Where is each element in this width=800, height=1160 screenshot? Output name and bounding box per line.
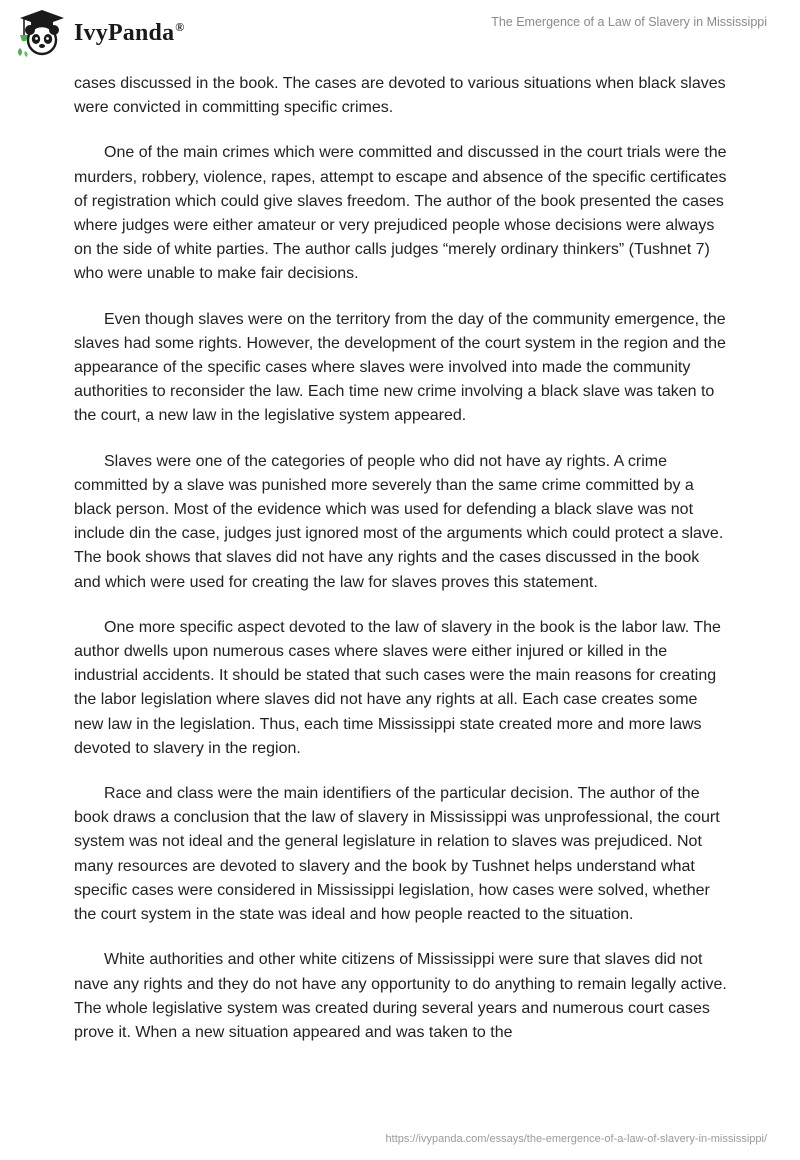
page-header — [0, 0, 800, 64]
paragraph: One more specific aspect devoted to the law of slavery in the book is the labor law. The author dwells upon numerous cases where slaves were either injured or killed in the industrial accidents. It should be stated that such cases were the main reasons for creating the labor legislation where slaves did not have any rights at all. Each case creates some new law in the legislation. Thus, each time Mississippi state created more and more laws devoted to slavery in the region. — [74, 618, 721, 757]
registered-mark: ® — [175, 19, 185, 34]
panda-graduate-icon — [14, 8, 70, 58]
source-url[interactable]: https://ivypanda.com/essays/the-emergence-of-a-law-of-slavery-in-mississippi/ — [385, 1133, 767, 1145]
paragraph: Even though slaves were on the territory from the day of the community emergence, the slaves had some rights. However, the development of the court system in the region and the appearance of the specific cases where slaves were involved into made the community authorities to reconsider the law. Each time new crime involving a black slave was taken to the court, a new law in the legislative system appeared. — [74, 310, 726, 425]
logo-wordmark: IvyPanda® — [74, 19, 185, 46]
document-title: The Emergence of a Law of Slavery in Mississippi — [491, 15, 767, 29]
paragraph-continued: cases discussed in the book. The cases are devoted to various situations when black slaves were convicted in committing specific crimes. — [74, 75, 726, 117]
ivypanda-logo[interactable] — [14, 8, 184, 58]
paragraph: White authorities and other white citizens of Mississippi were sure that slaves did not nave any rights and they do not have any opportunity to do anything to remain legally active. The whole legislative system was created during several years and numerous court cases prove it. When a new situation appeared and was taken to the — [74, 951, 727, 1041]
paragraph: Race and class were the main identifiers of the particular decision. The author of the book draws a conclusion that the law of slavery in Mississippi was unprofessional, the court system was not ideal and the general legislature in relation to slaves was prejudiced. Not many resources are devoted to slavery and the book by Tushnet helps understand what specific cases were considered in Mississippi legislation, how cases were solved, whether the court system in the state was ideal and how people reacted to the situation. — [74, 785, 720, 924]
essay-body — [74, 72, 730, 1066]
paragraph: Slaves were one of the categories of people who did not have ay rights. A crime committed by a slave was punished more severely than the same crime committed by a black person. Most of the evidence which was used for defending a black slave was not include din the case, judges just ignored most of the arguments which could protect a slave. The book shows that slaves did not have any rights and the cases discussed in the book and which were used for creating the law for slaves proves this statement. — [74, 452, 724, 591]
paragraph: One of the main crimes which were committed and discussed in the court trials were the murders, robbery, violence, rapes, attempt to escape and absence of the specific certificates of registration which could give slaves freedom. The author of the book presented the cases where judges were either amateur or very prejudiced people whose decisions were always on the side of white parties. The author calls judges “merely ordinary thinkers” (Tushnet 7) who were unable to make fair decisions. — [74, 144, 727, 283]
